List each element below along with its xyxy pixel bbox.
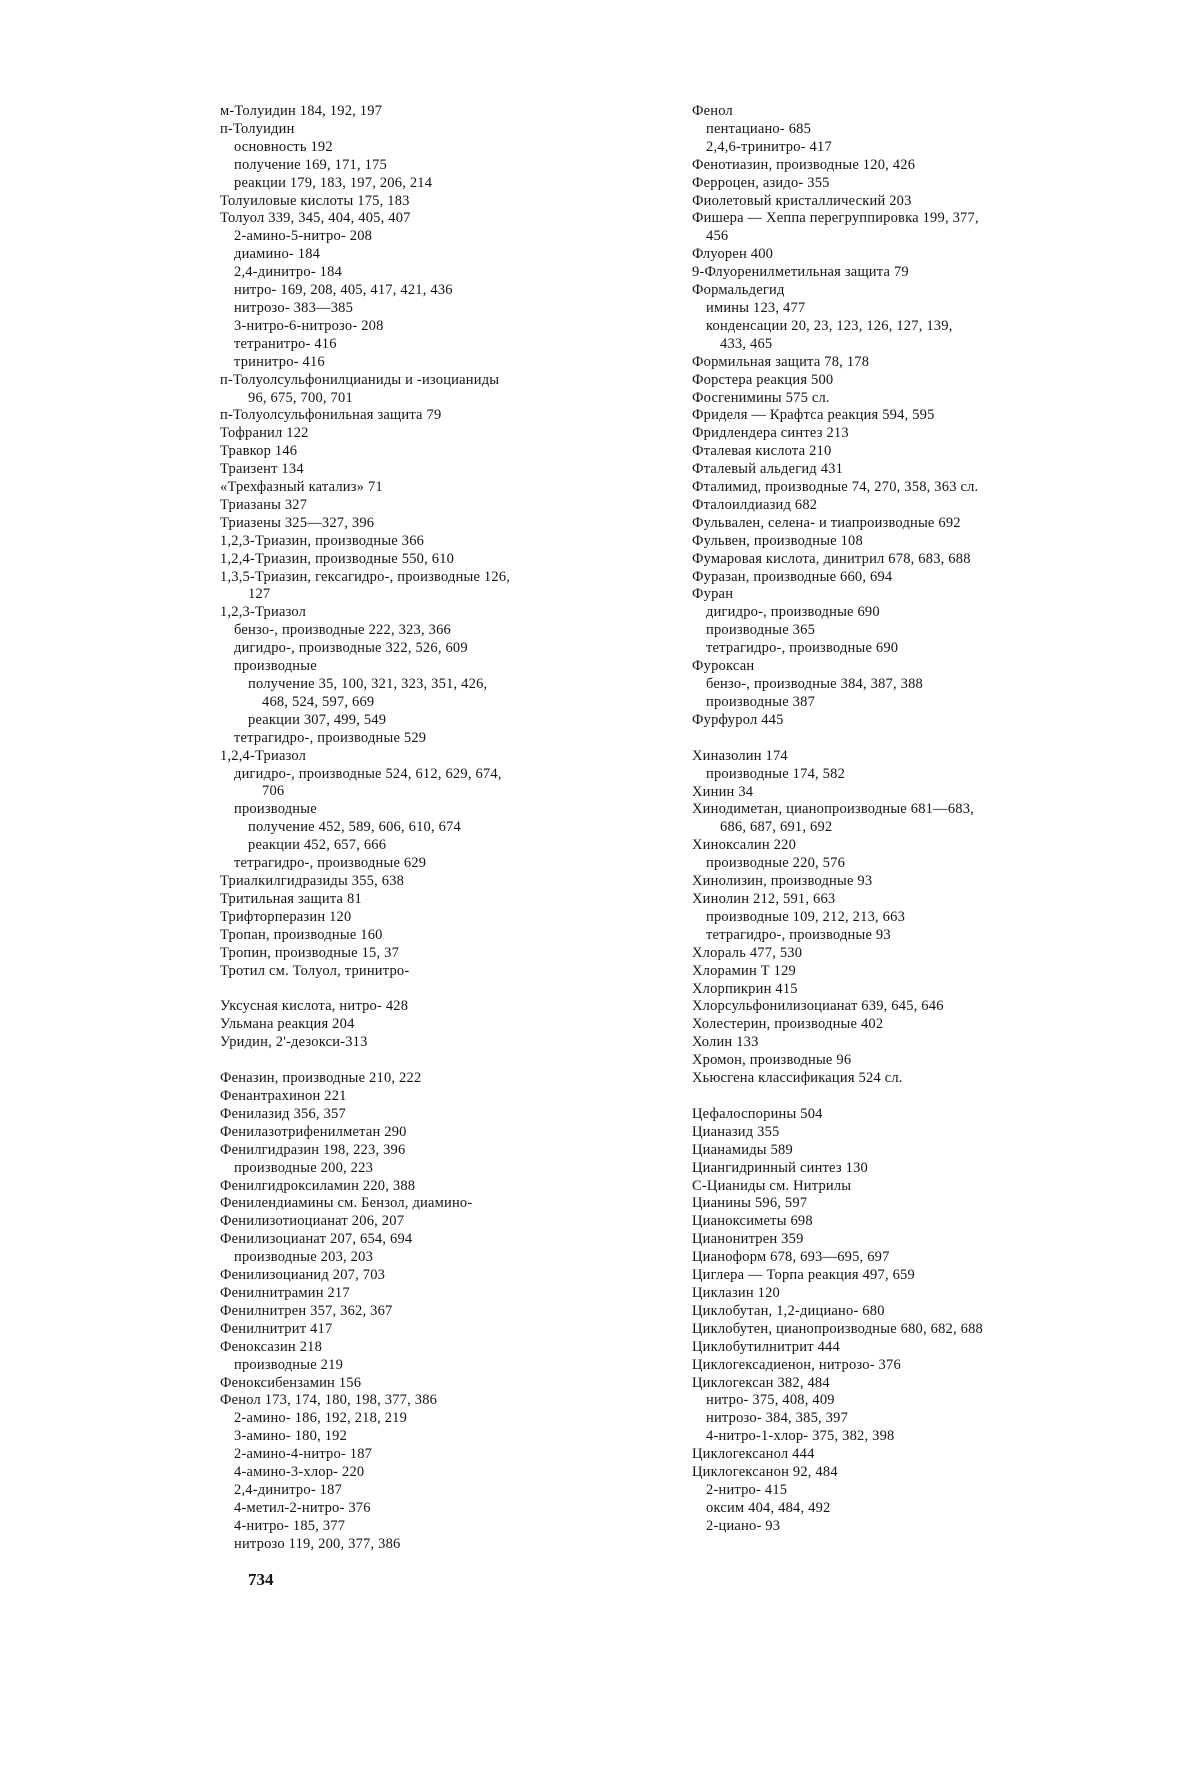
index-entry: Хьюсгена классификация 524 сл. <box>692 1070 903 1087</box>
index-entry: Хромон, производные 96 <box>692 1052 852 1069</box>
index-entry: Холин 133 <box>692 1034 759 1051</box>
index-entry: Хинолизин, производные 93 <box>692 873 873 890</box>
index-entry: 1,2,3-Триазол <box>220 604 307 621</box>
index-subentry: 2-циано- 93 <box>706 1517 781 1534</box>
index-entry: Фуразан, производные 660, 694 <box>692 568 893 585</box>
index-subentry: нитрозо- 384, 385, 397 <box>706 1410 849 1427</box>
index-entry: Хиноксалин 220 <box>692 837 797 854</box>
index-entry: Фосгенимины 575 сл. <box>692 389 830 406</box>
index-entry: Циклобутан, 1,2-дициано- 680 <box>692 1302 885 1319</box>
index-subentry: производные 365 <box>706 622 816 639</box>
index-entry: Триалкилгидразиды 355, 638 <box>220 872 405 889</box>
index-subentry: дигидро-, производные 322, 526, 609 <box>234 640 468 657</box>
index-entry: 1,2,4-Триазин, производные 550, 610 <box>220 550 455 567</box>
index-entry: Фенилгидразин 198, 223, 396 <box>220 1141 406 1158</box>
index-subentry: тетрагидро-, производные 93 <box>706 926 891 943</box>
index-subentry: 2,4-динитро- 184 <box>234 264 343 281</box>
index-subentry: дигидро-, производные 690 <box>706 604 880 621</box>
section-gap <box>220 1052 650 1070</box>
index-subentry: 4-амино-3-хлор- 220 <box>234 1464 365 1481</box>
index-subentry: конденсации 20, 23, 123, 126, 127, 139, <box>706 317 953 334</box>
index-entry: Холестерин, производные 402 <box>692 1016 884 1033</box>
index-entry: Тофранил 122 <box>220 425 309 442</box>
index-subentry: нитро- 375, 408, 409 <box>706 1392 835 1409</box>
index-entry: Траизент 134 <box>220 461 304 478</box>
index-subentry: получение 169, 171, 175 <box>234 156 387 173</box>
index-subentry: реакции 307, 499, 549 <box>248 711 387 728</box>
page-number: 734 <box>248 1570 274 1589</box>
index-entry: Фенилазид 356, 357 <box>220 1105 346 1122</box>
index-entry: Фенол 173, 174, 180, 198, 377, 386 <box>220 1392 438 1409</box>
index-entry: Фенилизотиоцианат 206, 207 <box>220 1213 405 1230</box>
index-subentry: 4-нитро- 185, 377 <box>234 1517 346 1534</box>
index-subentry: 2,4,6-тринитро- 417 <box>706 138 832 155</box>
index-subentry: производные 200, 223 <box>234 1159 374 1176</box>
index-subentry: реакции 179, 183, 197, 206, 214 <box>234 174 433 191</box>
index-entry: Фуран <box>692 586 734 603</box>
index-entry: Цианины 596, 597 <box>692 1195 808 1212</box>
index-entry: Форстера реакция 500 <box>692 371 834 388</box>
index-entry: Цианонитрен 359 <box>692 1231 804 1248</box>
index-subentry: пентациано- 685 <box>706 120 812 137</box>
index-entry: Цианоксиметы 698 <box>692 1213 813 1230</box>
index-subentry: бензо-, производные 384, 387, 388 <box>706 676 923 692</box>
index-entry: Хлораль 477, 530 <box>692 944 803 961</box>
index-subentry: 127 <box>248 586 271 603</box>
index-subentry: 3-амино- 180, 192 <box>234 1428 348 1445</box>
index-entry: Толуиловые кислоты 175, 183 <box>220 192 410 209</box>
index-entry: Хиназолин 174 <box>692 747 788 764</box>
index-entry: Тропин, производные 15, 37 <box>220 944 400 961</box>
index-entry: Фриделя — Крафтса реакция 594, 595 <box>692 407 935 424</box>
index-subentry: 4-нитро-1-хлор- 375, 382, 398 <box>706 1428 895 1445</box>
index-subentry: нитрозо 119, 200, 377, 386 <box>234 1535 401 1552</box>
index-column-right <box>692 103 1132 1536</box>
index-entry: Фталевая кислота 210 <box>692 443 832 460</box>
index-entry: Трифторперазин 120 <box>220 908 352 925</box>
index-entry: Фумаровая кислота, динитрил 678, 683, 688 <box>692 550 971 567</box>
index-entry: Триазаны 327 <box>220 496 308 513</box>
index-entry: Феноксибензамин 156 <box>220 1374 362 1391</box>
index-subentry: основность 192 <box>234 138 333 155</box>
index-entry: Фридлендера синтез 213 <box>692 425 849 442</box>
index-entry: Фталевый альдегид 431 <box>692 461 844 478</box>
index-entry: Триазены 325—327, 396 <box>220 514 375 531</box>
index-subentry: нитро- 169, 208, 405, 417, 421, 436 <box>234 282 453 299</box>
index-entry: Флуорен 400 <box>692 246 774 263</box>
index-entry: Фенилендиамины см. Бензол, диамино- <box>220 1195 473 1212</box>
index-subentry: производные 174, 582 <box>706 765 846 782</box>
index-subentry: 2,4-динитро- 187 <box>234 1481 343 1498</box>
index-entry: Фенантрахинон 221 <box>220 1088 347 1105</box>
index-entry: Фиолетовый кристаллический 203 <box>692 192 912 209</box>
index-subentry: дигидро-, производные 524, 612, 629, 674, <box>234 765 502 782</box>
index-entry: Хлорсульфонилизоцианат 639, 645, 646 <box>692 998 944 1015</box>
index-subentry: 456 <box>706 228 729 245</box>
index-entry: Хинолин 212, 591, 663 <box>692 890 836 907</box>
index-entry: Уридин, 2'-дезокси-313 <box>220 1034 368 1051</box>
index-entry: Фенилнитрит 417 <box>220 1320 333 1337</box>
index-subentry: производные 219 <box>234 1356 344 1373</box>
index-subentry: 468, 524, 597, 669 <box>262 693 375 710</box>
index-entry: Фенилизоцианат 207, 654, 694 <box>220 1231 413 1248</box>
index-entry: Циклогексан 382, 484 <box>692 1374 830 1391</box>
index-entry: Циклобутилнитрит 444 <box>692 1338 840 1355</box>
index-subentry: производные <box>234 801 317 818</box>
index-entry: Уксусная кислота, нитро- 428 <box>220 998 409 1015</box>
index-subentry: диамино- 184 <box>234 246 321 263</box>
index-entry: С-Цианиды см. Нитрилы <box>692 1177 852 1194</box>
index-entry: Фишера — Хеппа перегруппировка 199, 377, <box>692 210 979 227</box>
index-entry: Фуроксан <box>692 658 755 675</box>
index-entry: Хлорамин Т 129 <box>692 962 796 979</box>
section-gap <box>692 730 1132 748</box>
index-subentry: 4-метил-2-нитро- 376 <box>234 1499 371 1516</box>
index-subentry: 2-амино- 186, 192, 218, 219 <box>234 1410 408 1427</box>
index-subentry: тетрагидро-, производные 529 <box>234 729 427 746</box>
index-entry: Формальдегид <box>692 282 785 299</box>
index-entry: Циклазин 120 <box>692 1285 780 1301</box>
index-entry: Хинодиметан, цианопроизводные 681—683, <box>692 801 974 818</box>
index-entry: Тритильная защита 81 <box>220 890 362 907</box>
index-subentry: 706 <box>262 783 285 800</box>
index-entry: Циклогексанон 92, 484 <box>692 1464 838 1481</box>
index-entry: Циклогексадиенон, нитрозо- 376 <box>692 1356 901 1373</box>
index-entry: Толуол 339, 345, 404, 405, 407 <box>220 210 411 227</box>
index-subentry: производные 220, 576 <box>706 855 846 872</box>
index-subentry: 2-нитро- 415 <box>706 1481 788 1498</box>
index-entry: Тропан, производные 160 <box>220 926 383 943</box>
index-entry: Фенилазотрифенилметан 290 <box>220 1123 407 1140</box>
index-entry: Цианазид 355 <box>692 1123 780 1140</box>
index-entry: Фурфурол 445 <box>692 711 784 728</box>
index-entry: Цианамиды 589 <box>692 1141 793 1158</box>
index-subentry: реакции 452, 657, 666 <box>248 837 387 854</box>
index-subentry: 2-амино-5-нитро- 208 <box>234 228 373 245</box>
index-subentry: тетрагидро-, производные 690 <box>706 640 899 657</box>
index-entry: Циклогексанол 444 <box>692 1446 815 1463</box>
index-entry: Циклобутен, цианопроизводные 680, 682, 688 <box>692 1320 984 1337</box>
index-subentry: производные 109, 212, 213, 663 <box>706 908 906 925</box>
index-entry: Фенол <box>692 103 733 119</box>
index-subentry: 3-нитро-6-нитрозо- 208 <box>234 317 384 334</box>
index-entry: Фенилгидроксиламин 220, 388 <box>220 1177 416 1194</box>
index-entry: Фульвален, селена- и тиапроизводные 692 <box>692 514 961 531</box>
index-entry: Ульмана реакция 204 <box>220 1016 355 1033</box>
index-entry: п-Толуидин <box>220 120 295 137</box>
index-entry: Цефалоспорины 504 <box>692 1105 823 1122</box>
index-entry: Циглера — Торпа реакция 497, 659 <box>692 1267 915 1284</box>
index-entry: 1,2,3-Триазин, производные 366 <box>220 532 425 549</box>
index-subentry: получение 35, 100, 321, 323, 351, 426, <box>248 676 488 692</box>
index-subentry: производные 387 <box>706 693 816 710</box>
index-entry: Травкор 146 <box>220 443 298 460</box>
index-subentry: тринитро- 416 <box>234 353 325 370</box>
index-subentry: 2-амино-4-нитро- 187 <box>234 1446 373 1463</box>
index-entry: Фталимид, производные 74, 270, 358, 363 сл. <box>692 479 979 496</box>
index-subentry: имины 123, 477 <box>706 299 806 316</box>
index-column-left <box>220 103 650 1554</box>
index-entry: «Трехфазный катализ» 71 <box>220 479 383 496</box>
index-entry: Фенилнитрен 357, 362, 367 <box>220 1302 393 1319</box>
index-entry: Формильная защита 78, 178 <box>692 353 870 370</box>
index-subentry: нитрозо- 383—385 <box>234 299 354 316</box>
index-entry: Фенилнитрамин 217 <box>220 1285 350 1301</box>
index-subentry: оксим 404, 484, 492 <box>706 1499 831 1516</box>
index-subentry: 96, 675, 700, 701 <box>248 389 353 406</box>
index-entry: Фталоилдиазид 682 <box>692 496 818 513</box>
index-entry: м-Толуидин 184, 192, 197 <box>220 103 383 119</box>
index-entry: 9-Флуоренилметильная защита 79 <box>692 264 909 281</box>
index-subentry: производные <box>234 658 317 675</box>
index-entry: Циангидринный синтез 130 <box>692 1159 868 1176</box>
index-subentry: бензо-, производные 222, 323, 366 <box>234 622 451 639</box>
index-entry: Феназин, производные 210, 222 <box>220 1070 422 1087</box>
index-entry: Феноксазин 218 <box>220 1338 323 1355</box>
index-entry: Цианоформ 678, 693—695, 697 <box>692 1249 890 1266</box>
index-entry: Хлорпикрин 415 <box>692 980 798 997</box>
section-gap <box>220 980 650 998</box>
index-subentry: 686, 687, 691, 692 <box>720 819 833 836</box>
index-entry: п-Толуолсульфонилцианиды и -изоцианиды <box>220 371 500 388</box>
index-entry: Хинин 34 <box>692 783 754 800</box>
section-gap <box>692 1088 1132 1106</box>
index-subentry: 433, 465 <box>720 335 773 352</box>
index-entry: Фенилизоцианид 207, 703 <box>220 1267 386 1284</box>
index-entry: Фенотиазин, производные 120, 426 <box>692 156 916 173</box>
index-entry: Тротил см. Толуол, тринитро- <box>220 962 410 979</box>
index-entry: 1,2,4-Триазол <box>220 747 307 764</box>
index-subentry: получение 452, 589, 606, 610, 674 <box>248 819 461 836</box>
index-entry: Ферроцен, азидо- 355 <box>692 174 830 191</box>
index-subentry: тетрагидро-, производные 629 <box>234 855 427 872</box>
index-subentry: производные 203, 203 <box>234 1249 374 1266</box>
index-entry: п-Толуолсульфонильная защита 79 <box>220 407 442 424</box>
index-entry: 1,3,5-Триазин, гексагидро-, производные 126, <box>220 568 511 585</box>
index-subentry: тетранитро- 416 <box>234 335 337 352</box>
index-entry: Фульвен, производные 108 <box>692 532 863 549</box>
